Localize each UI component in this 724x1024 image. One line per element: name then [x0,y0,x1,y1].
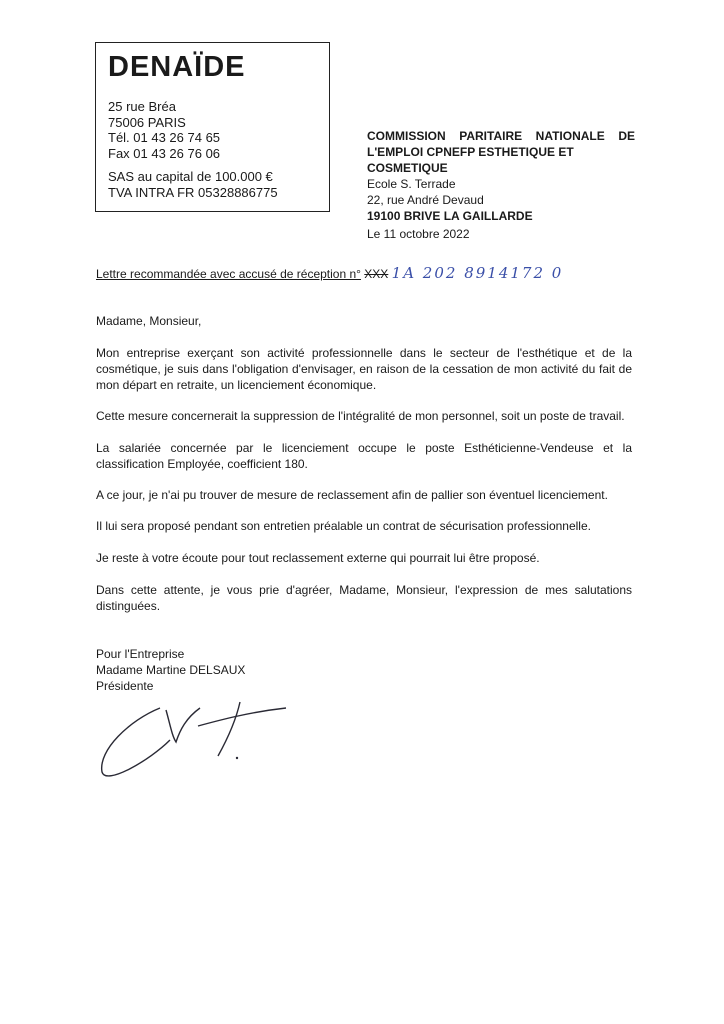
sender-city: 75006 PARIS [108,114,186,130]
sender-box [95,42,330,212]
sender-street: 25 rue Bréa [108,99,176,114]
recipient-name-line1: COMMISSION PARITAIRE NATIONALE DE [367,129,635,143]
handwritten-signature [90,690,300,790]
recipient-city: 19100 BRIVE LA GAILLARDE [367,209,533,223]
paragraph-reclassement: A ce jour, je n'ai pu trouver de mesure de reclassement afin de pallier son éventuel licenciement. [96,488,608,502]
signature-block [96,646,245,694]
recipient-street: 22, rue André Devaud [367,193,484,207]
paragraph-employee: La salariée concernée par le licenciement occupe le poste Esthéticienne-Vendeuse et la classification Employée, coefficient 180. [96,441,632,471]
sender-capital: SAS au capital de 100.000 € [108,169,273,184]
sender-vat: TVA INTRA FR 05328886775 [108,184,278,200]
recipient-school: Ecole S. Terrade [367,177,456,191]
registered-mail-label: Lettre recommandée avec accusé de réception n° [96,267,361,281]
paragraph-measure: Cette mesure concernerait la suppression de l'intégralité de mon personnel, soit un poste de travail. [96,409,625,423]
closing-title: Présidente [96,679,154,693]
salutation: Madame, Monsieur, [96,314,202,328]
registered-mail-struck: XXX [364,267,389,281]
sender-contact [108,99,220,161]
closing-company: Pour l'Entreprise [96,647,185,661]
paragraph-activity: Mon entreprise exerçant son activité professionnelle dans le secteur de l'esthétique et de la cosmétique, je suis dans l'obligation d'envisager, en raison de la cessation de mon activité du fait de mon départ en retraite, un licenciement économique. [96,346,632,392]
sender-phone: Tél. 01 43 26 74 65 [108,130,221,145]
recipient-name-line2: L'EMPLOI CPNEFP ESTHETIQUE ET COSMETIQUE [367,145,574,175]
recipient-address [367,128,635,224]
registered-mail-number: 1A 202 8914172 0 [391,264,564,282]
sender-legal [108,169,278,200]
sender-fax: Fax 01 43 26 76 06 [108,145,221,161]
paragraph-closing-formula: Dans cette attente, je vous prie d'agréer, Madame, Monsieur, l'expression de mes salutations distinguées. [96,583,632,613]
company-name: DENAÏDE [108,51,246,83]
letter-date: Le 11 octobre 2022 [367,227,470,241]
paragraph-contract: Il lui sera proposé pendant son entretien préalable un contrat de sécurisation professionnelle. [96,519,591,533]
registered-mail-line [96,264,563,282]
paragraph-availability: Je reste à votre écoute pour tout reclassement externe qui pourrait lui être proposé. [96,551,540,565]
closing-name: Madame Martine DELSAUX [96,663,246,677]
